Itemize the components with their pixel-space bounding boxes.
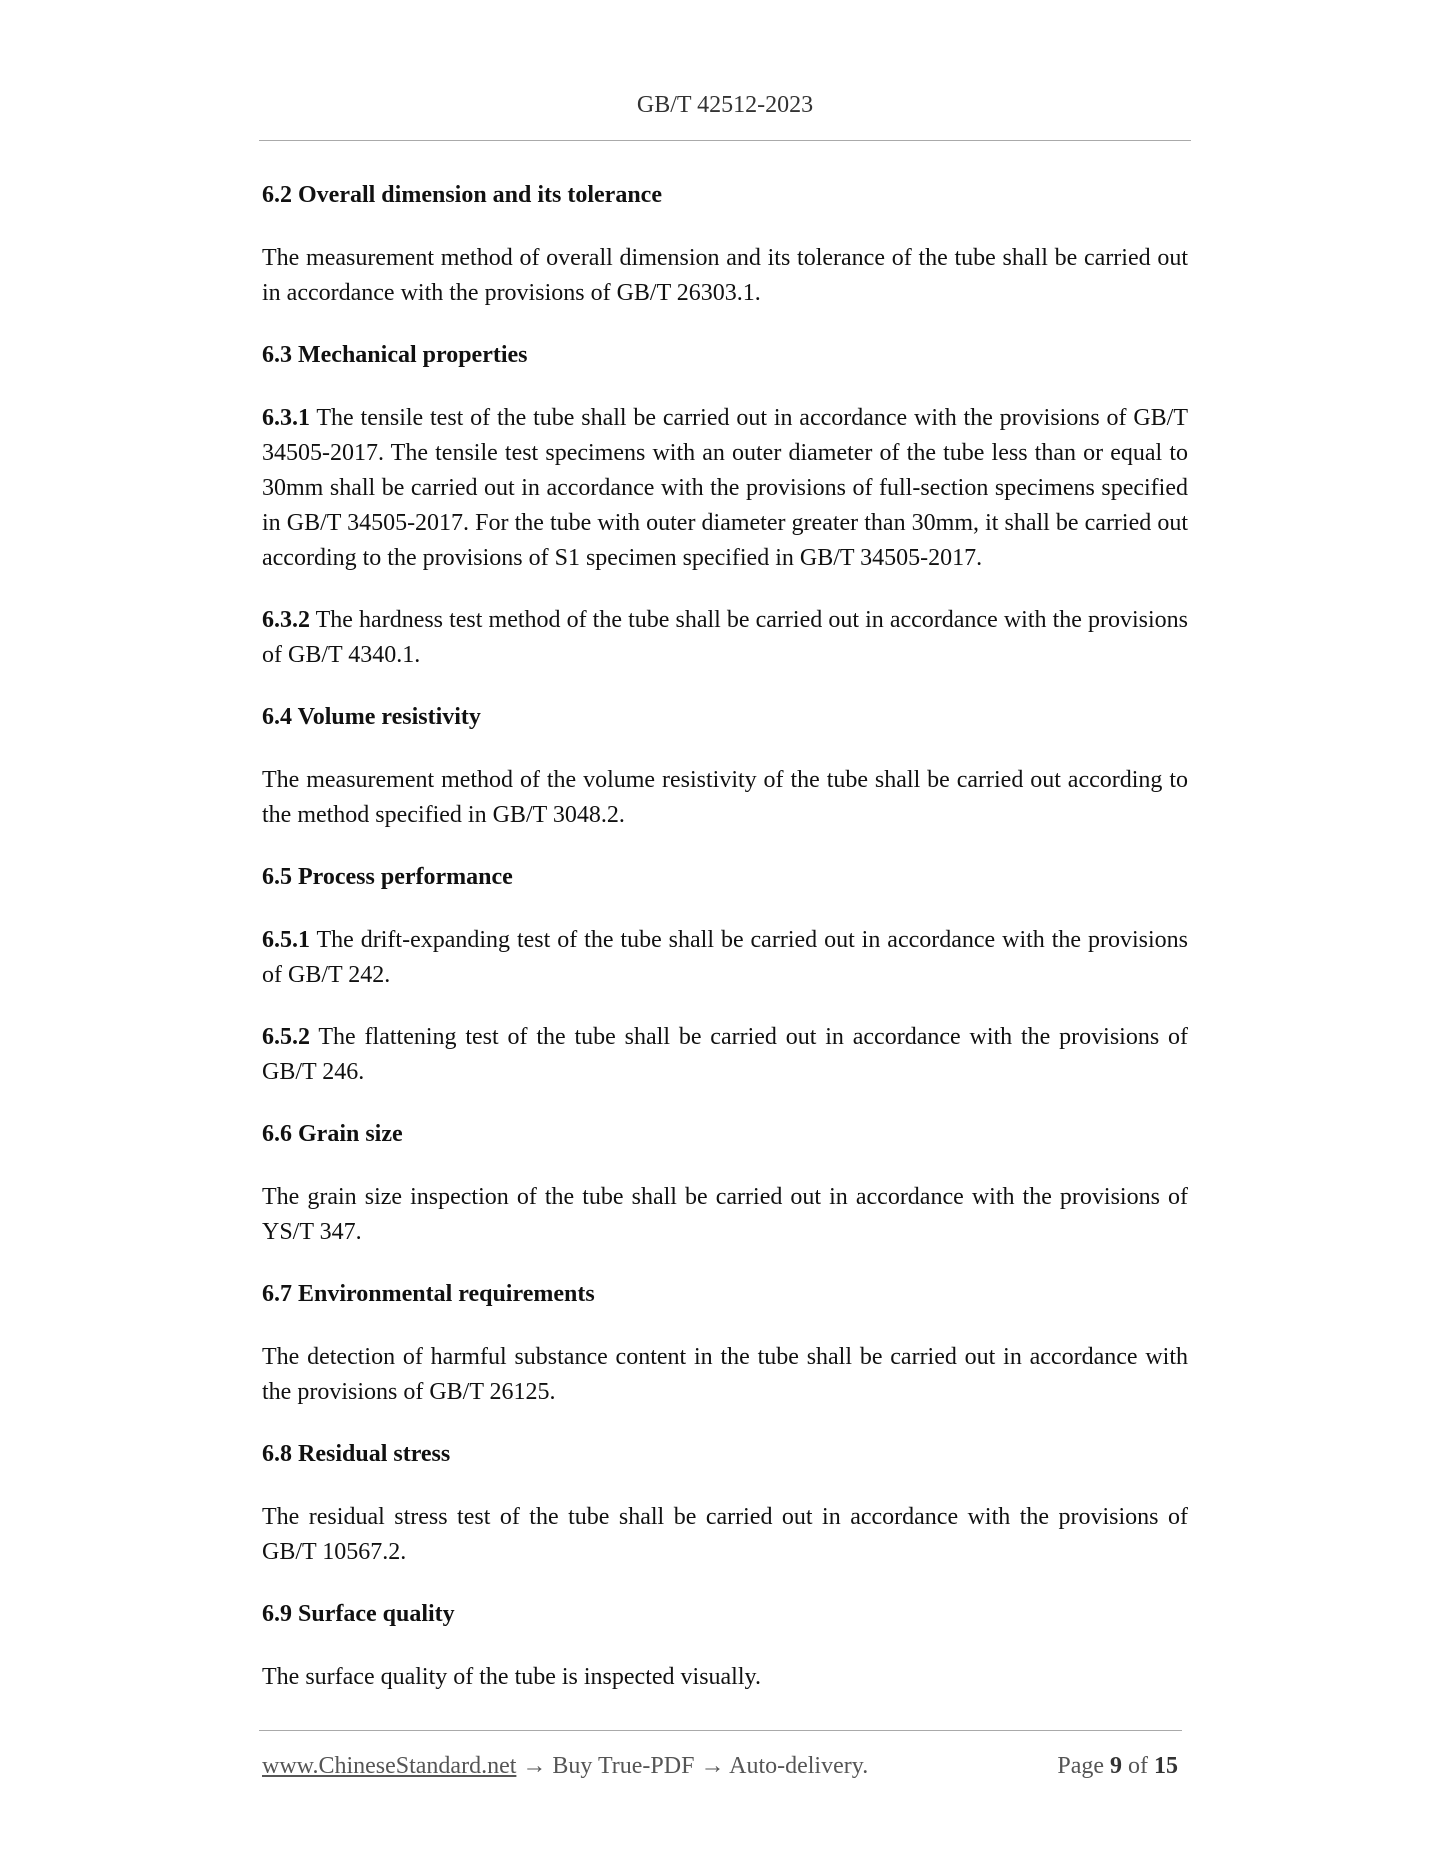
current-page-number: 9	[1110, 1753, 1122, 1779]
footer-divider	[259, 1730, 1182, 1731]
document-body	[262, 178, 1188, 1722]
section-heading-6-4: 6.4 Volume resistivity	[262, 704, 481, 730]
section-heading-6-6: 6.6 Grain size	[262, 1121, 403, 1147]
clause-number: 6.3.2	[262, 607, 310, 633]
website-link[interactable]: www.ChineseStandard.net	[262, 1753, 517, 1779]
section-heading-6-5: 6.5 Process performance	[262, 864, 513, 890]
section-body-6-7: The detection of harmful substance content in the tube shall be carried out in accordance with the provisions of GB/T 26125.	[262, 1344, 1188, 1405]
footer-promo	[262, 1753, 868, 1780]
section-heading-6-9: 6.9 Surface quality	[262, 1601, 455, 1627]
clause-number: 6.3.1	[262, 405, 310, 431]
section-body-6-4: The measurement method of the volume resistivity of the tube shall be carried out according to the method specified in GB/T 3048.2.	[262, 767, 1188, 828]
document-header-title: GB/T 42512-2023	[636, 92, 814, 118]
clause-text: The drift-expanding test of the tube shall be carried out in accordance with the provisions of GB/T 242.	[262, 927, 1188, 988]
clause-number: 6.5.2	[262, 1024, 310, 1050]
section-body-6-6: The grain size inspection of the tube shall be carried out in accordance with the provisions of YS/T 347.	[262, 1184, 1188, 1245]
header-divider	[259, 140, 1191, 141]
of-label: of	[1128, 1753, 1148, 1779]
section-heading-6-8: 6.8 Residual stress	[262, 1441, 451, 1467]
clause-text: The tensile test of the tube shall be carried out in accordance with the provisions of GB/T 34505-2017. The tensile test specimens with an outer diameter of the tube less than or equal to 30mm shall be carried out in accordance with the provisions of full-section specimens specified in GB/T 34505-2017. For the tube with outer diameter greater than 30mm, it shall be carried out according to the provisions of S1 specimen specified in GB/T 34505-2017.	[262, 405, 1188, 571]
clause-text: The flattening test of the tube shall be carried out in accordance with the provisions of GB/T 246.	[262, 1024, 1188, 1085]
clause-number: 6.5.1	[262, 927, 310, 953]
clause-6-3-2	[262, 603, 1188, 673]
section-heading-6-3: 6.3 Mechanical properties	[262, 342, 528, 368]
clause-text: The hardness test method of the tube shall be carried out in accordance with the provisions of GB/T 4340.1.	[262, 607, 1188, 668]
total-page-count: 15	[1154, 1753, 1178, 1779]
section-body-6-8: The residual stress test of the tube shall be carried out in accordance with the provisions of GB/T 10567.2.	[262, 1504, 1188, 1565]
page-label: Page	[1057, 1753, 1104, 1779]
section-heading-6-7: 6.7 Environmental requirements	[262, 1281, 595, 1307]
page-indicator	[1057, 1753, 1178, 1780]
clause-6-5-1	[262, 923, 1188, 993]
footer-promo-text: → Buy True-PDF → Auto-delivery.	[516, 1753, 869, 1779]
clause-6-5-2	[262, 1020, 1188, 1090]
section-body-6-2: The measurement method of overall dimension and its tolerance of the tube shall be carried out in accordance with the provisions of GB/T 26303.1.	[262, 245, 1188, 306]
section-heading-6-2: 6.2 Overall dimension and its tolerance	[262, 182, 662, 208]
section-body-6-9: The surface quality of the tube is inspected visually.	[262, 1664, 761, 1690]
clause-6-3-1	[262, 401, 1188, 576]
